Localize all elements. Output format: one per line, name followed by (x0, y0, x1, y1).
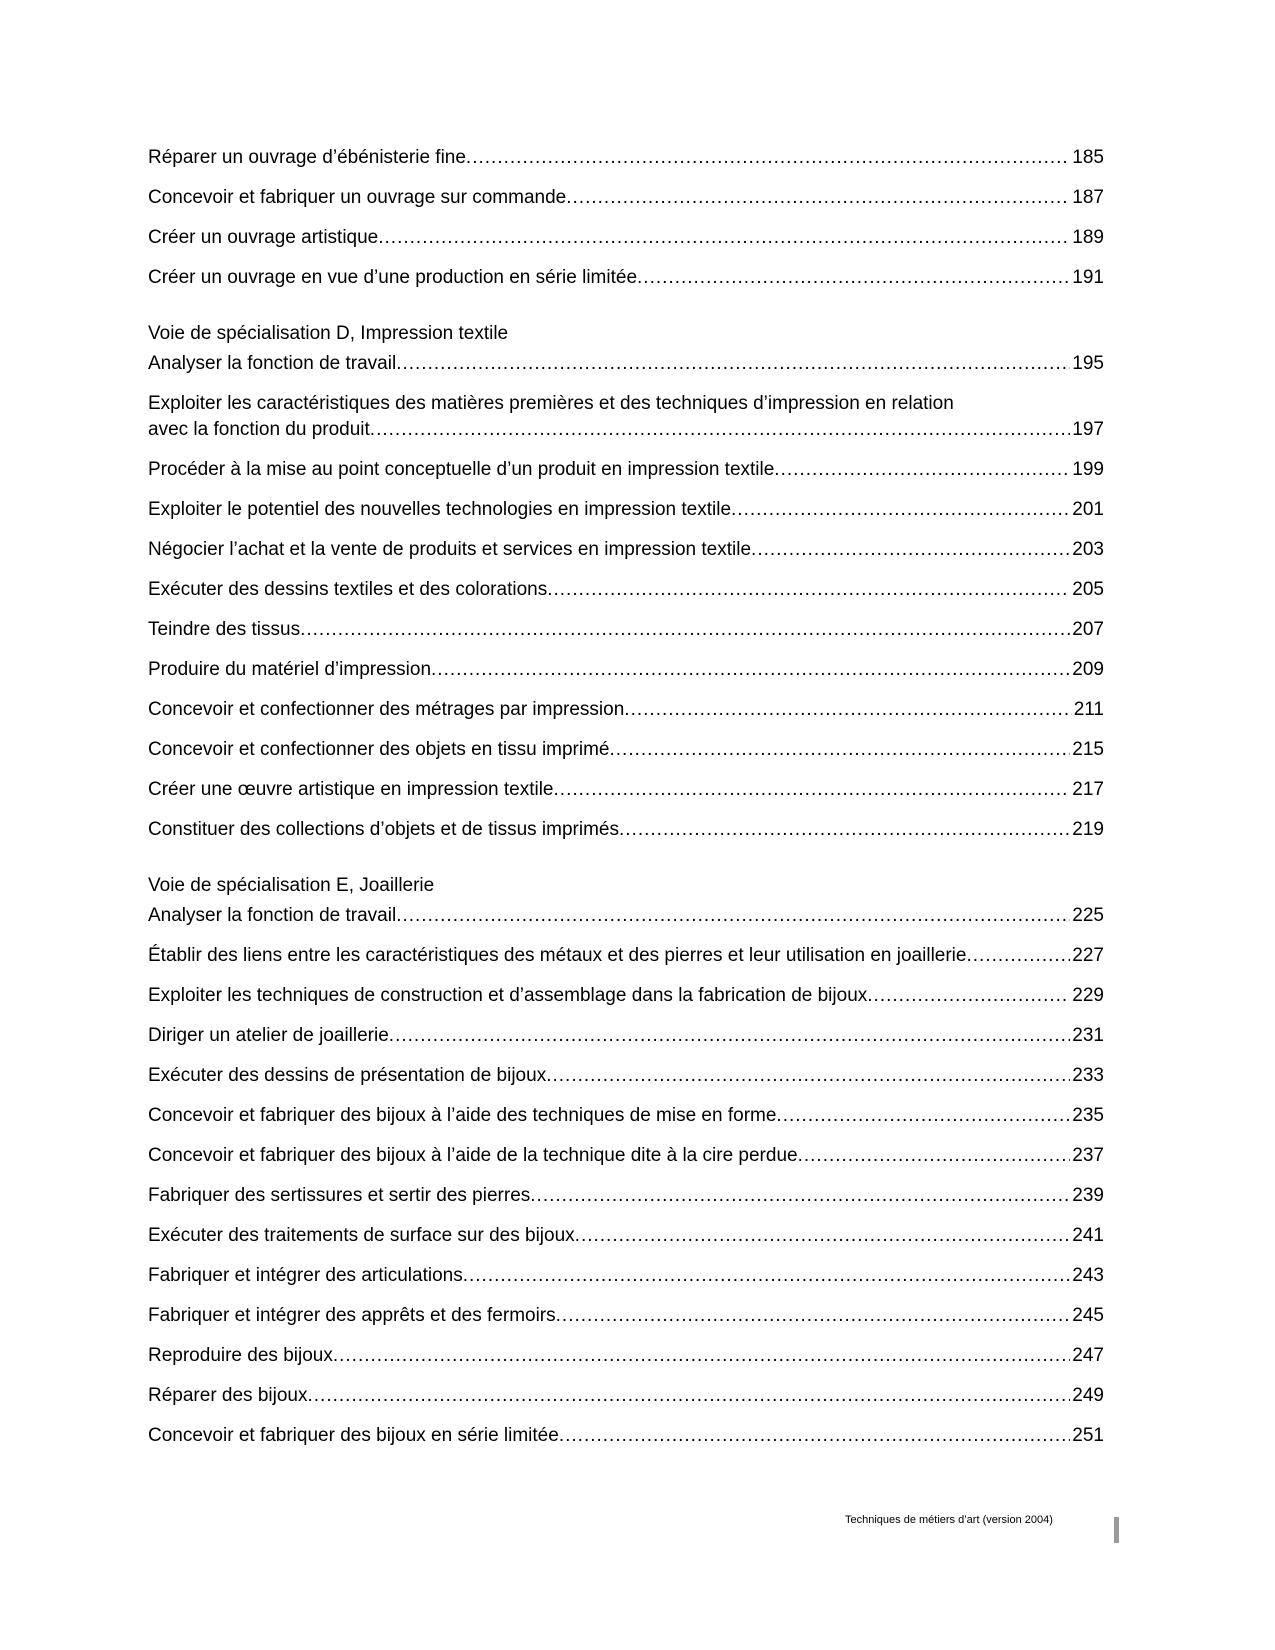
toc-entry-label: Concevoir et confectionner des métrages par impression. (148, 699, 630, 720)
toc-entry-page: 197 (1072, 419, 1104, 440)
dot-leader (781, 457, 1071, 483)
toc-entry-page: 185 (1072, 147, 1104, 168)
dot-leader (552, 1063, 1070, 1089)
toc-entry-label: Concevoir et fabriquer des bijoux à l’aide des techniques de mise en forme. (148, 1105, 782, 1126)
toc-entry[interactable] (148, 1303, 1104, 1343)
dot-leader (973, 943, 1071, 969)
toc-entry[interactable] (148, 497, 1104, 537)
footer-bar (1114, 1517, 1119, 1543)
toc-entry-label: Reproduire des bijoux. (148, 1345, 339, 1366)
dot-leader (560, 777, 1071, 803)
dot-leader (402, 903, 1070, 929)
toc-entry-page: 245 (1072, 1305, 1104, 1326)
toc-entry-page: 187 (1072, 187, 1104, 208)
toc-entry-page: 201 (1072, 499, 1104, 520)
toc-entry[interactable] (148, 185, 1104, 225)
toc-entry[interactable] (148, 983, 1104, 1023)
toc-entry-page: 215 (1072, 739, 1104, 760)
toc-entry-page: 207 (1072, 619, 1104, 640)
toc-entry-page: 219 (1072, 819, 1104, 840)
toc-entry[interactable] (148, 1023, 1104, 1063)
toc-entry-label-line1: Exploiter les caractéristiques des matières premières et des techniques d’impression en relation (148, 393, 954, 414)
toc-entry-page: 241 (1072, 1225, 1104, 1246)
toc-entry-label: Créer une œuvre artistique en impression textile. (148, 779, 559, 800)
toc-entry[interactable] (148, 1383, 1104, 1423)
dot-leader (437, 657, 1070, 683)
toc-entry[interactable] (148, 1183, 1104, 1223)
toc-entry-page: 191 (1072, 267, 1104, 288)
toc-entry-page: 195 (1072, 353, 1104, 374)
section-heading-d: Voie de spécialisation D, Impression textile (148, 323, 509, 344)
toc-entry[interactable] (148, 737, 1104, 777)
toc-entry[interactable] (148, 1423, 1104, 1463)
dot-leader (757, 537, 1070, 563)
toc-entry-label: Établir des liens entre les caractéristiques des métaux et des pierres et leur utilisation en joaillerie. (148, 945, 972, 966)
toc-entry-label: Constituer des collections d’objets et de tissus imprimés. (148, 819, 625, 840)
dot-leader (306, 617, 1070, 643)
toc-entry[interactable] (148, 577, 1104, 617)
toc-entry-label: Concevoir et confectionner des objets en tissu imprimé. (148, 739, 615, 760)
toc-entry-label: Exploiter le potentiel des nouvelles technologies en impression textile. (148, 499, 737, 520)
dot-leader (804, 1143, 1070, 1169)
dot-leader (314, 1383, 1071, 1409)
toc-entry-page: 225 (1072, 905, 1104, 926)
toc-entry-label: Concevoir et fabriquer des bijoux en série limitée. (148, 1425, 565, 1446)
toc-entry-page: 209 (1072, 659, 1104, 680)
toc-entry-label: Concevoir et fabriquer des bijoux à l’aide de la technique dite à la cire perdue. (148, 1145, 803, 1166)
toc-entry[interactable] (148, 777, 1104, 817)
dot-leader (631, 697, 1072, 723)
toc-entry-label: Exploiter les techniques de construction et d’assemblage dans la fabrication de bijoux. (148, 985, 873, 1006)
toc-entry[interactable] (148, 1103, 1104, 1143)
dot-leader (625, 817, 1070, 843)
toc-entry-page: 199 (1072, 459, 1104, 480)
toc-entry-page: 229 (1072, 985, 1104, 1006)
dot-leader (339, 1343, 1070, 1369)
dot-leader (469, 1263, 1070, 1289)
toc-entry[interactable] (148, 145, 1104, 185)
dot-leader (472, 145, 1070, 171)
page-footer: Techniques de métiers d’art (version 2004) (845, 1514, 1053, 1526)
toc-entry[interactable] (148, 391, 1104, 457)
toc-entry-page: 189 (1072, 227, 1104, 248)
toc-entry[interactable] (148, 1063, 1104, 1103)
toc-entry-label: Teindre des tissus. (148, 619, 306, 640)
toc-entry-label: Fabriquer et intégrer des apprêts et des fermoirs. (148, 1305, 561, 1326)
toc-entry[interactable] (148, 697, 1104, 737)
toc-entry-label: Concevoir et fabriquer un ouvrage sur commande. (148, 187, 572, 208)
toc-entry-label: Négocier l’achat et la vente de produits et services en impression textile. (148, 539, 757, 560)
toc-entry-label: Diriger un atelier de joaillerie. (148, 1025, 395, 1046)
toc-entry-label: Réparer des bijoux. (148, 1385, 313, 1406)
toc-entry[interactable] (148, 657, 1104, 697)
dot-leader (783, 1103, 1071, 1129)
toc-entry-label: Analyser la fonction de travail. (148, 353, 402, 374)
toc-entry[interactable] (148, 1343, 1104, 1383)
dot-leader (376, 417, 1070, 443)
dot-leader (385, 225, 1071, 251)
toc-entry-page: 211 (1073, 699, 1104, 720)
toc-entry-page: 251 (1072, 1425, 1104, 1446)
dot-leader (573, 185, 1071, 211)
dot-leader (537, 1183, 1071, 1209)
toc-entry-label: Produire du matériel d’impression. (148, 659, 437, 680)
toc-entry-page: 227 (1072, 945, 1104, 966)
toc-entry[interactable] (148, 225, 1104, 265)
toc-entry[interactable] (148, 537, 1104, 577)
toc-entry[interactable] (148, 457, 1104, 497)
toc-entry-label: Exécuter des traitements de surface sur des bijoux. (148, 1225, 580, 1246)
toc-entry-page: 239 (1072, 1185, 1104, 1206)
toc-entry[interactable] (148, 617, 1104, 657)
toc-entry[interactable] (148, 1143, 1104, 1183)
toc-entry-label: Procéder à la mise au point conceptuelle d’un produit en impression textile. (148, 459, 780, 480)
toc-entry-page: 243 (1072, 1265, 1104, 1286)
toc-entry[interactable] (148, 817, 1104, 857)
toc-entry[interactable] (148, 903, 1104, 943)
toc-entry-label: Créer un ouvrage artistique. (148, 227, 384, 248)
toc-entry-page: 237 (1072, 1145, 1104, 1166)
toc-entry-label: Fabriquer des sertissures et sertir des pierres. (148, 1185, 536, 1206)
toc-entry[interactable] (148, 351, 1104, 391)
toc-entry-page: 249 (1072, 1385, 1104, 1406)
toc-entry-label: avec la fonction du produit. (148, 419, 376, 440)
dot-leader (581, 1223, 1070, 1249)
dot-leader (553, 577, 1070, 603)
toc-entry[interactable] (148, 943, 1104, 983)
dot-leader (395, 1023, 1070, 1049)
toc-entry-page: 217 (1072, 779, 1104, 800)
dot-leader (562, 1303, 1070, 1329)
toc-entry-label: Exécuter des dessins de présentation de bijoux. (148, 1065, 552, 1086)
dot-leader (737, 497, 1070, 523)
toc-entry[interactable] (148, 265, 1104, 305)
dot-leader (874, 983, 1071, 1009)
toc-entry-page: 203 (1072, 539, 1104, 560)
dot-leader (402, 351, 1070, 377)
toc-entry-page: 233 (1072, 1065, 1104, 1086)
toc-entry-page: 235 (1072, 1105, 1104, 1126)
toc-entry-page: 247 (1072, 1345, 1104, 1366)
toc-entry-label: Fabriquer et intégrer des articulations. (148, 1265, 468, 1286)
section-heading-e: Voie de spécialisation E, Joaillerie (148, 875, 435, 896)
toc-entry[interactable] (148, 1263, 1104, 1303)
toc-entry-label: Réparer un ouvrage d’ébénisterie fine. (148, 147, 472, 168)
dot-leader (643, 265, 1070, 291)
toc-entry-label: Créer un ouvrage en vue d’une production en série limitée. (148, 267, 643, 288)
toc-entry-label: Exécuter des dessins textiles et des colorations. (148, 579, 553, 600)
toc-entry[interactable] (148, 1223, 1104, 1263)
dot-leader (565, 1423, 1070, 1449)
toc-entry-page: 231 (1072, 1025, 1104, 1046)
toc-entry-page: 205 (1072, 579, 1104, 600)
toc-entry-label: Analyser la fonction de travail. (148, 905, 402, 926)
table-of-contents (148, 145, 1104, 1463)
dot-leader (616, 737, 1071, 763)
